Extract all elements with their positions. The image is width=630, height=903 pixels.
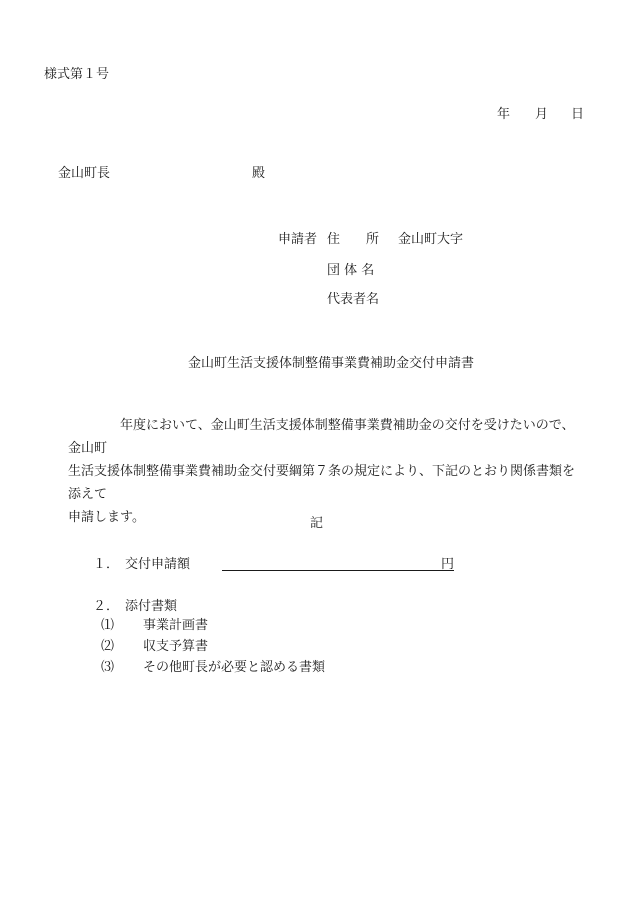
ki-heading: 記 (310, 516, 324, 531)
representative-name-label: 代表者名 (327, 292, 380, 307)
body-line-2: 生活支援体制整備事業費補助金交付要綱第７条の規定により、下記のとおり関係書類を添えて (68, 464, 576, 502)
form-number: 様式第１号 (44, 67, 110, 82)
subitem-1-label: 事業計画書 (143, 618, 209, 633)
item1-label: 交付申請額 (125, 557, 191, 572)
subitem-3-number: ⑶ (101, 660, 115, 675)
item2-number: ２． (93, 599, 120, 614)
date-month-label: 月 (535, 107, 549, 122)
document-title: 金山町生活支援体制整備事業費補助金交付申請書 (188, 356, 475, 371)
subitem-3-label: その他町長が必要と認める書類 (143, 660, 326, 675)
body-line-1: 年度において、金山町生活支援体制整備事業費補助金の交付を受けたいので、金山町 (68, 418, 575, 456)
address-label: 住 所 (327, 232, 380, 247)
addressee-honorific: 殿 (252, 166, 266, 181)
body-paragraph (68, 414, 584, 529)
date-day-label: 日 (571, 107, 585, 122)
item2-label: 添付書類 (125, 599, 178, 614)
address-value: 金山町大字 (398, 232, 464, 247)
subitem-2-label: 収支予算書 (143, 639, 209, 654)
subitem-2-number: ⑵ (101, 639, 115, 654)
subitem-1-number: ⑴ (101, 618, 115, 633)
applicant-label: 申請者 (278, 232, 318, 247)
item1-unit: 円 (441, 557, 455, 572)
organization-name-label: 団 体 名 (327, 263, 375, 278)
date-year-label: 年 (497, 107, 511, 122)
body-line-3: 申請します。 (68, 510, 145, 525)
amount-underline (222, 570, 454, 571)
item1-number: １． (93, 557, 120, 572)
addressee-name: 金山町長 (58, 166, 111, 181)
